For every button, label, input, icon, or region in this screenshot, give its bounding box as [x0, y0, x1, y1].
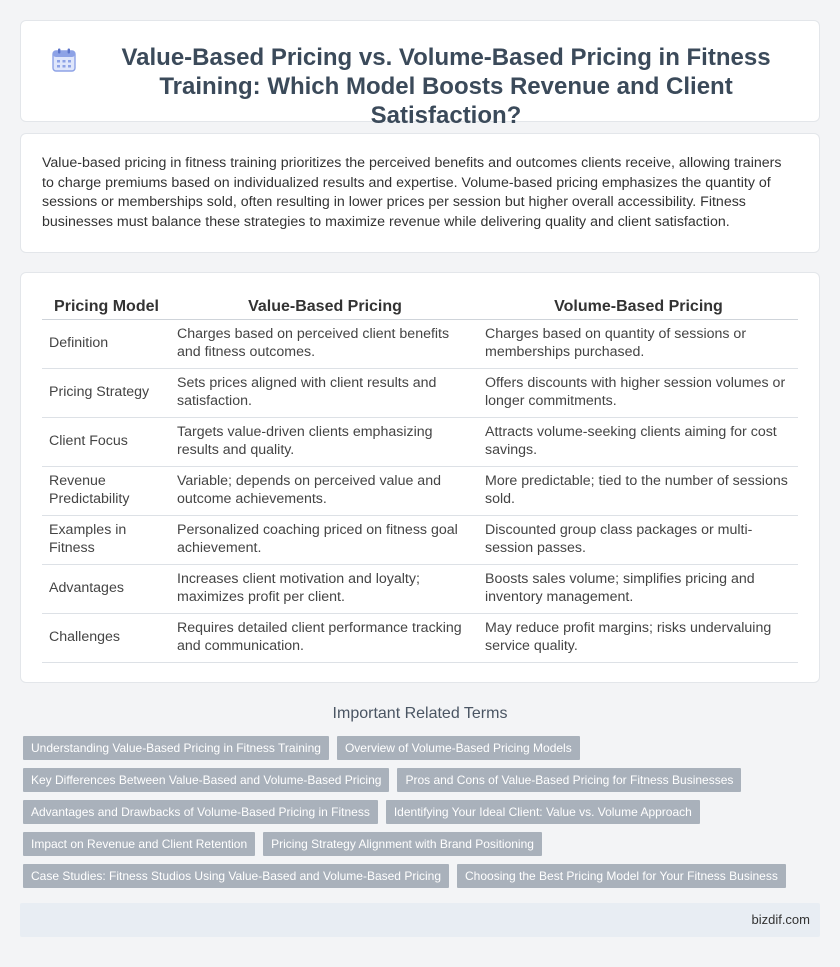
- volume-based-cell: Attracts volume-seeking clients aiming for cost savings.: [479, 417, 798, 466]
- tag-row: [23, 768, 813, 792]
- comparison-card: [20, 272, 820, 683]
- related-terms-list: [23, 736, 813, 896]
- intro-paragraph: Value-based pricing in fitness training prioritizes the perceived benefits and outcomes clients receive, allowing trainers to charge premiums based on individualized results and expertise. Volume-based pricing emphasizes the quantity of sessions or memberships sold, often resulting in lower prices per session but higher overall accessibility. Fitness businesses must balance these strategies to maximize revenue while delivering quality and client satisfaction.: [42, 155, 782, 230]
- related-term-link[interactable]: Pricing Strategy Alignment with Brand Positioning: [263, 832, 542, 856]
- related-term-link[interactable]: Overview of Volume-Based Pricing Models: [337, 736, 580, 760]
- volume-based-cell: Boosts sales volume; simplifies pricing and inventory management.: [479, 564, 798, 613]
- value-based-cell: Increases client motivation and loyalty; maximizes profit per client.: [171, 564, 479, 613]
- tag-row: [23, 736, 813, 760]
- related-term-link[interactable]: Key Differences Between Value-Based and Volume-Based Pricing: [23, 768, 389, 792]
- related-term-link[interactable]: Case Studies: Fitness Studios Using Value-Based and Volume-Based Pricing: [23, 864, 449, 888]
- row-label: Challenges: [42, 613, 171, 662]
- row-label: Advantages: [42, 564, 171, 613]
- site-name[interactable]: bizdif.com: [751, 912, 810, 927]
- header-pricing-model: Pricing Model: [42, 295, 171, 319]
- header-value-based: Value-Based Pricing: [171, 295, 479, 319]
- table-row: [42, 564, 798, 613]
- volume-based-cell: Charges based on quantity of sessions or memberships purchased.: [479, 319, 798, 368]
- table-row: [42, 515, 798, 564]
- table-row: [42, 417, 798, 466]
- related-terms-heading: Important Related Terms: [332, 705, 508, 722]
- tag-row: [23, 800, 813, 824]
- related-term-link[interactable]: Identifying Your Ideal Client: Value vs. Volume Approach: [386, 800, 700, 824]
- title-row: [51, 43, 799, 130]
- related-term-link[interactable]: Advantages and Drawbacks of Volume-Based Pricing in Fitness: [23, 800, 378, 824]
- intro-card: [20, 133, 820, 253]
- value-based-cell: Sets prices aligned with client results and satisfaction.: [171, 368, 479, 417]
- table-header-row: [42, 295, 798, 319]
- comparison-table: [42, 295, 798, 663]
- row-label: Revenue Predictability: [42, 466, 171, 515]
- value-based-cell: Requires detailed client performance tracking and communication.: [171, 613, 479, 662]
- calendar-icon: [51, 47, 77, 73]
- table-row: [42, 368, 798, 417]
- row-label: Definition: [42, 319, 171, 368]
- tag-row: [23, 832, 813, 856]
- table-row: [42, 466, 798, 515]
- tag-row: [23, 864, 813, 888]
- header-volume-based: Volume-Based Pricing: [479, 295, 798, 319]
- value-based-cell: Charges based on perceived client benefits and fitness outcomes.: [171, 319, 479, 368]
- title-card: [20, 20, 820, 129]
- related-term-link[interactable]: Impact on Revenue and Client Retention: [23, 832, 255, 856]
- related-term-link[interactable]: Choosing the Best Pricing Model for Your Fitness Business: [457, 864, 786, 888]
- volume-based-cell: Discounted group class packages or multi-session passes.: [479, 515, 798, 564]
- row-label: Examples in Fitness: [42, 515, 171, 564]
- related-term-link[interactable]: Pros and Cons of Value-Based Pricing for Fitness Businesses: [397, 768, 741, 792]
- volume-based-cell: May reduce profit margins; risks undervaluing service quality.: [479, 613, 798, 662]
- related-term-link[interactable]: Understanding Value-Based Pricing in Fitness Training: [23, 736, 329, 760]
- row-label: Pricing Strategy: [42, 368, 171, 417]
- value-based-cell: Personalized coaching priced on fitness goal achievement.: [171, 515, 479, 564]
- page-title: Value-Based Pricing vs. Volume-Based Pricing in Fitness Training: Which Model Boosts Revenue and Client Satisfaction?: [121, 44, 771, 129]
- value-based-cell: Targets value-driven clients emphasizing results and quality.: [171, 417, 479, 466]
- table-row: [42, 613, 798, 662]
- value-based-cell: Variable; depends on perceived value and outcome achievements.: [171, 466, 479, 515]
- volume-based-cell: Offers discounts with higher session volumes or longer commitments.: [479, 368, 798, 417]
- footer-bar: [20, 903, 820, 937]
- volume-based-cell: More predictable; tied to the number of sessions sold.: [479, 466, 798, 515]
- row-label: Client Focus: [42, 417, 171, 466]
- table-row: [42, 319, 798, 368]
